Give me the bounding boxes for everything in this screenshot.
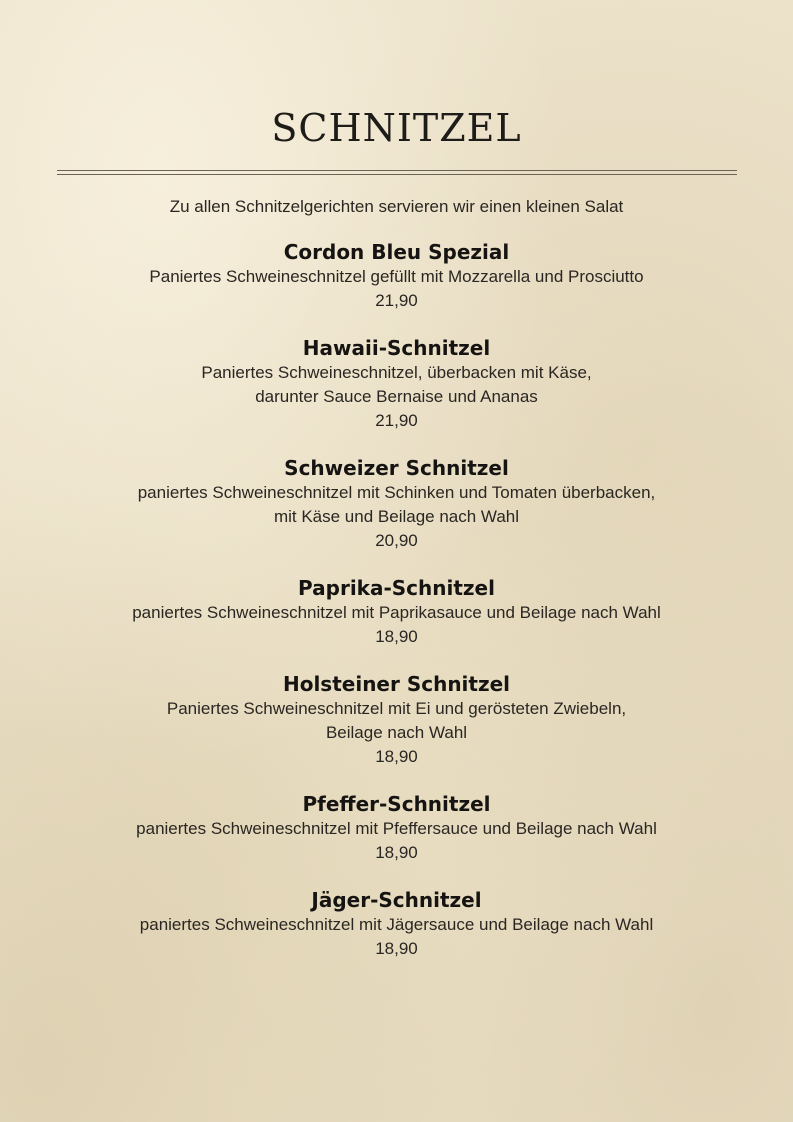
menu-item-name: Schweizer Schnitzel: [284, 456, 509, 480]
menu-item-hawaii-schnitzel: [0, 335, 793, 433]
menu-item-pfeffer-schnitzel: [0, 791, 793, 865]
menu-item-price: 21,90: [375, 411, 418, 430]
menu-item-name: Hawaii-Schnitzel: [302, 336, 491, 360]
menu-item-paprika-schnitzel: [0, 575, 793, 649]
intro-text: Zu allen Schnitzelgerichten servieren wir einen kleinen Salat: [169, 197, 624, 216]
menu-item-name: Holsteiner Schnitzel: [282, 672, 511, 696]
menu-item-price: 18,90: [375, 627, 418, 646]
menu-item-price: 18,90: [375, 747, 418, 766]
menu-item-description: paniertes Schweineschnitzel mit Jägersauce und Beilage nach Wahl: [139, 915, 654, 934]
title-divider-bottom: [57, 174, 737, 175]
menu-item-cordon-bleu-spezial: [0, 239, 793, 313]
menu-item-description: paniertes Schweineschnitzel mit Schinken und Tomaten überbacken,: [137, 483, 656, 502]
menu-item-description-line-2: mit Käse und Beilage nach Wahl: [273, 507, 520, 526]
menu-item-price: 18,90: [375, 939, 418, 958]
menu-item-price: 18,90: [375, 843, 418, 862]
menu-item-name: Cordon Bleu Spezial: [283, 240, 510, 264]
menu-item-description: paniertes Schweineschnitzel mit Paprikasauce und Beilage nach Wahl: [132, 603, 661, 622]
menu-item-name: Jäger-Schnitzel: [311, 888, 482, 912]
menu-item-description-line-2: Beilage nach Wahl: [325, 723, 468, 742]
menu-item-schweizer-schnitzel: [0, 455, 793, 553]
menu-item-description: Paniertes Schweineschnitzel gefüllt mit Mozzarella und Prosciutto: [149, 267, 644, 286]
title-divider-top: [57, 170, 737, 171]
menu-item-price: 21,90: [375, 291, 418, 310]
menu-item-name: Pfeffer-Schnitzel: [302, 792, 491, 816]
menu-item-jaeger-schnitzel: [0, 887, 793, 961]
menu-item-description: Paniertes Schweineschnitzel, überbacken mit Käse,: [201, 363, 592, 382]
page-title: SCHNITZEL: [271, 106, 522, 150]
menu-item-description: paniertes Schweineschnitzel mit Pfeffersauce und Beilage nach Wahl: [136, 819, 657, 838]
menu-item-description: Paniertes Schweineschnitzel mit Ei und gerösteten Zwiebeln,: [166, 699, 627, 718]
menu-item-name: Paprika-Schnitzel: [298, 576, 495, 600]
menu-item-holsteiner-schnitzel: [0, 671, 793, 769]
menu-item-description-line-2: darunter Sauce Bernaise und Ananas: [255, 387, 538, 406]
menu-item-price: 20,90: [375, 531, 418, 550]
